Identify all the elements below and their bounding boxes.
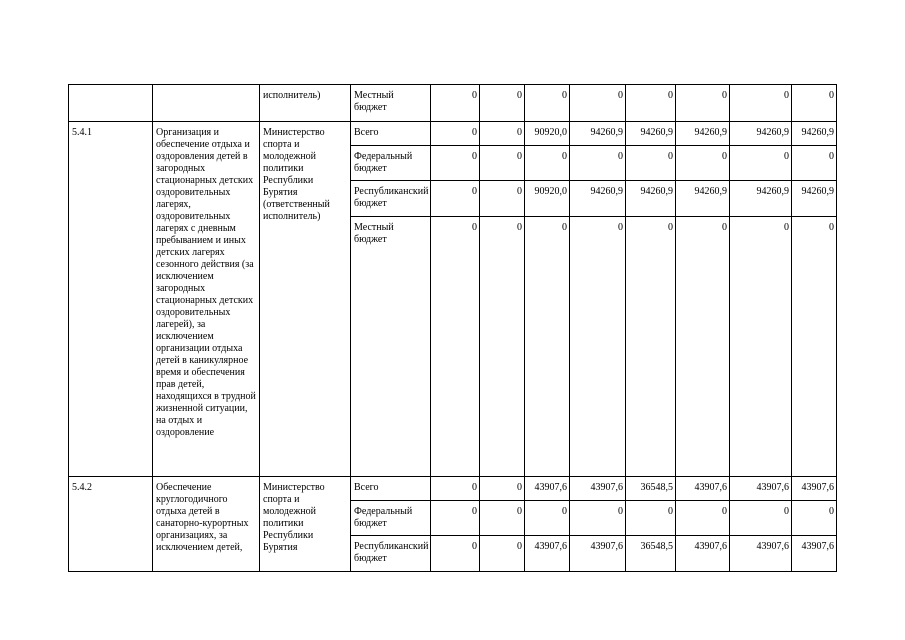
value-cell: 0 (792, 146, 837, 181)
budget-cell: Республиканский бюджет (351, 181, 431, 217)
table-row (69, 477, 837, 501)
budget-cell: Местный бюджет (351, 85, 431, 122)
value-cell: 0 (525, 85, 570, 122)
value-cell: 0 (676, 85, 730, 122)
value-cell: 43907,6 (570, 477, 626, 501)
value-cell: 0 (431, 122, 480, 146)
value-cell: 0 (480, 85, 525, 122)
value-cell: 0 (480, 181, 525, 217)
code-cell (69, 85, 153, 122)
value-cell: 43907,6 (792, 536, 837, 572)
budget-table (68, 84, 837, 572)
value-cell: 36548,5 (626, 477, 676, 501)
value-cell: 0 (626, 146, 676, 181)
name-cell (153, 85, 260, 122)
value-cell: 94260,9 (792, 122, 837, 146)
code-cell: 5.4.2 (69, 477, 153, 572)
value-cell: 94260,9 (626, 181, 676, 217)
value-cell: 0 (792, 217, 837, 477)
value-cell: 0 (626, 85, 676, 122)
value-cell: 0 (480, 536, 525, 572)
value-cell: 90920,0 (525, 181, 570, 217)
value-cell: 94260,9 (792, 181, 837, 217)
value-cell: 43907,6 (525, 477, 570, 501)
table-row (69, 122, 837, 146)
value-cell: 0 (480, 477, 525, 501)
value-cell: 0 (431, 85, 480, 122)
value-cell: 0 (676, 501, 730, 536)
value-cell: 0 (480, 217, 525, 477)
value-cell: 43907,6 (730, 536, 792, 572)
value-cell: 0 (730, 85, 792, 122)
value-cell: 94260,9 (730, 122, 792, 146)
value-cell: 94260,9 (676, 181, 730, 217)
name-cell: Обеспечение круглогодичного отдыха детей в санаторно-курортных организациях, за исключением детей, (153, 477, 260, 572)
value-cell: 0 (676, 217, 730, 477)
executor-cell: Министерство спорта и молодежной политики Республики Бурятия (260, 477, 351, 572)
value-cell: 0 (480, 501, 525, 536)
value-cell: 0 (431, 477, 480, 501)
value-cell: 0 (431, 146, 480, 181)
value-cell: 43907,6 (676, 477, 730, 501)
budget-cell: Федеральный бюджет (351, 146, 431, 181)
budget-cell: Местный бюджет (351, 217, 431, 477)
value-cell: 0 (676, 146, 730, 181)
budget-cell: Всего (351, 477, 431, 501)
executor-cell: исполнитель) (260, 85, 351, 122)
value-cell: 90920,0 (525, 122, 570, 146)
value-cell: 0 (431, 181, 480, 217)
value-cell: 0 (730, 501, 792, 536)
value-cell: 0 (431, 536, 480, 572)
value-cell: 0 (730, 217, 792, 477)
value-cell: 0 (525, 501, 570, 536)
budget-cell: Всего (351, 122, 431, 146)
value-cell: 0 (730, 146, 792, 181)
value-cell: 0 (792, 501, 837, 536)
value-cell: 94260,9 (570, 122, 626, 146)
value-cell: 0 (570, 85, 626, 122)
value-cell: 0 (626, 501, 676, 536)
budget-cell: Федеральный бюджет (351, 501, 431, 536)
code-cell: 5.4.1 (69, 122, 153, 477)
value-cell: 0 (431, 217, 480, 477)
value-cell: 94260,9 (676, 122, 730, 146)
value-cell: 43907,6 (525, 536, 570, 572)
table-body (69, 85, 837, 572)
value-cell: 0 (626, 217, 676, 477)
value-cell: 94260,9 (730, 181, 792, 217)
value-cell: 43907,6 (570, 536, 626, 572)
value-cell: 0 (431, 501, 480, 536)
name-cell: Организация и обеспечение отдыха и оздоровления детей в загородных стационарных детских оздоровительных лагерях, оздоровительных лагерях с дневным пребыванием и иных детских лагерях сезонного действия (за исключением загородных стационарных детских оздоровительных лагерей), за исключением организации отдыха детей в каникулярное время и обеспечения прав детей, находящихся в трудной жизненной ситуации, на отдых и оздоровление (153, 122, 260, 477)
value-cell: 0 (480, 122, 525, 146)
value-cell: 94260,9 (626, 122, 676, 146)
value-cell: 0 (570, 146, 626, 181)
value-cell: 94260,9 (570, 181, 626, 217)
value-cell: 0 (570, 217, 626, 477)
value-cell: 43907,6 (792, 477, 837, 501)
value-cell: 0 (480, 146, 525, 181)
value-cell: 0 (792, 85, 837, 122)
value-cell: 0 (525, 146, 570, 181)
budget-cell: Республиканский бюджет (351, 536, 431, 572)
value-cell: 43907,6 (730, 477, 792, 501)
value-cell: 36548,5 (626, 536, 676, 572)
value-cell: 43907,6 (676, 536, 730, 572)
value-cell: 0 (570, 501, 626, 536)
executor-cell: Министерство спорта и молодежной политики Республики Бурятия (ответственный исполнитель) (260, 122, 351, 477)
table-row (69, 85, 837, 122)
value-cell: 0 (525, 217, 570, 477)
